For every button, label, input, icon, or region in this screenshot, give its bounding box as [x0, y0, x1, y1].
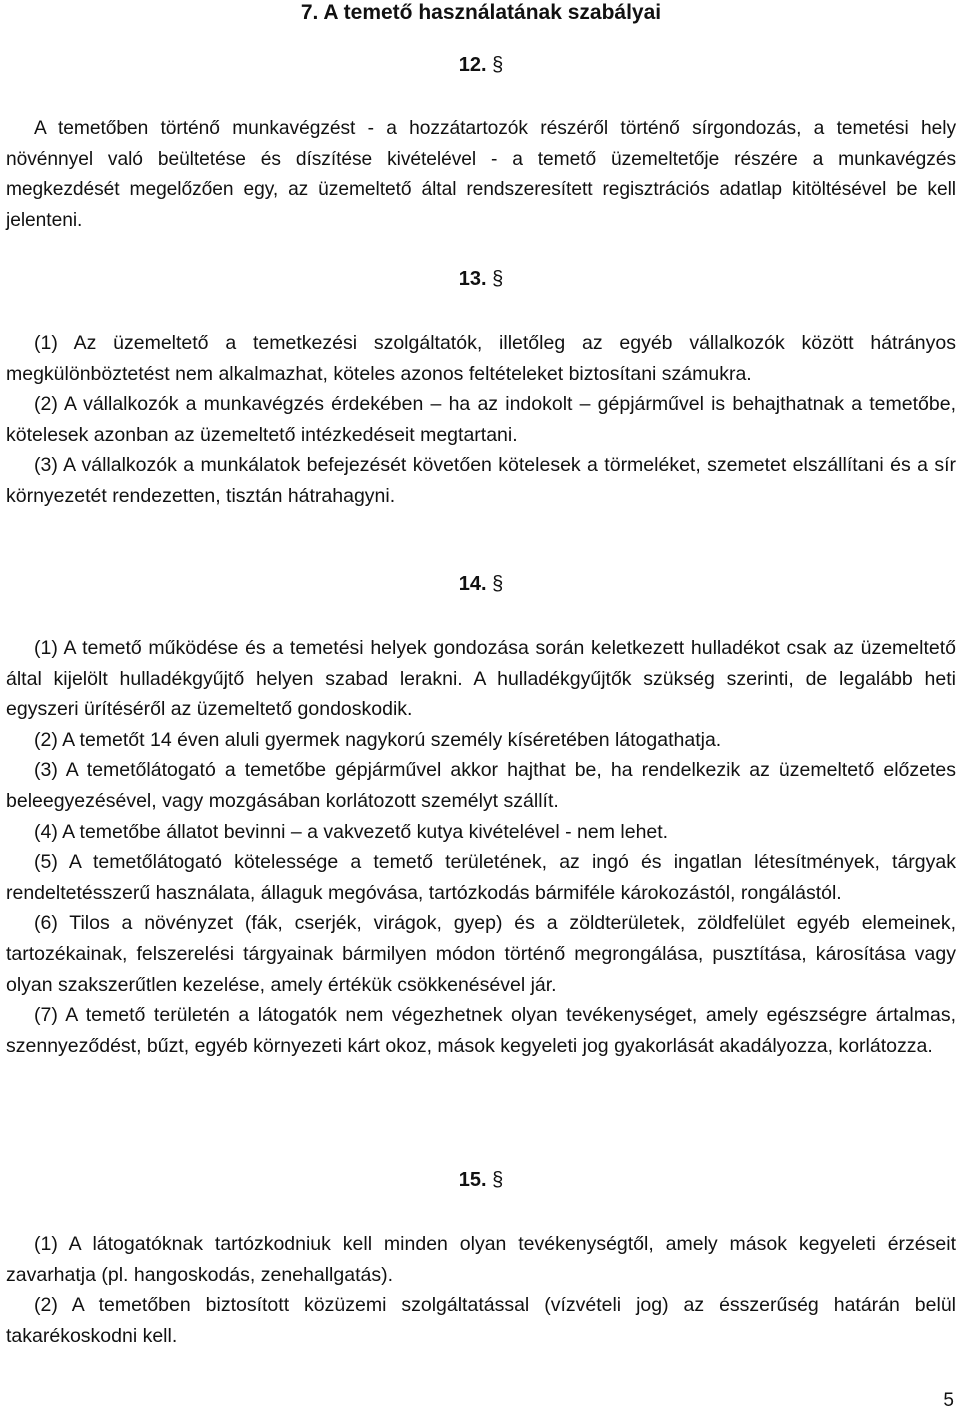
section-number: 12.: [458, 54, 487, 76]
paragraph: (2) A temetőt 14 éven aluli gyermek nagykorú személy kíséretében látogathatja.: [34, 728, 722, 751]
section-13: [6, 266, 956, 512]
section-heading: [6, 1167, 956, 1193]
paragraph: (4) A temetőbe állatot bevinni – a vakvezető kutya kivételével - nem lehet.: [34, 820, 669, 843]
section-sign: §: [492, 268, 504, 290]
paragraph: (2) A temetőben biztosított közüzemi szolgáltatással (vízvételi jog) az ésszerűség határán belül takarékoskodni kell.: [6, 1294, 956, 1347]
paragraph: (1) Az üzemeltető a temetkezési szolgáltatók, illetőleg az egyéb vállalkozók között hátrányos megkülönböztetést nem alkalmazhat, köteles azonos feltételeket biztosítani számukra.: [6, 332, 956, 385]
paragraph: (3) A temetőlátogató a temetőbe gépjárművel akkor hajthat be, ha rendelkezik az üzemeltető előzetes beleegyezésével, vagy mozgásában korlátozott személyt szállít.: [6, 759, 956, 812]
section-12: [6, 52, 956, 236]
paragraph: (5) A temetőlátogató kötelessége a temető területének, az ingó és ingatlan létesítmények, tárgyak rendeltetésszerű használata, állaguk megóvása, tartózkodás bármiféle károkozástól, rongálástól.: [6, 851, 956, 904]
paragraph: (1) A látogatóknak tartózkodniuk kell minden olyan tevékenységtől, amely mások kegyeleti érzéseit zavarhatja (pl. hangoskodás, zenehallgatás).: [6, 1233, 956, 1286]
section-number: 14.: [458, 573, 487, 595]
paragraph: (1) A temető működése és a temetési helyek gondozása során keletkezett hulladékot csak az üzemeltető által kijelölt hulladékgyűjtő helyen szabad lerakni. A hulladékgyűjtők szükség szerinti, de legalább heti egyszeri ürítéséről az üzemeltető gondoskodik.: [6, 637, 956, 721]
section-14: [6, 571, 956, 1061]
section-heading: [6, 52, 956, 78]
section-heading: [6, 571, 956, 597]
section-15: [6, 1167, 956, 1351]
chapter-title: 7. A temető használatának szabályai: [300, 1, 662, 24]
paragraph: (7) A temető területén a látogatók nem végezhetnek olyan tevékenységet, amely egészségre ártalmas, szennyeződést, bűzt, egyéb környezeti kárt okoz, mások kegyeleti jog gyakorlását akadályozza, korlátozza.: [6, 1004, 956, 1057]
document-page: [6, 0, 956, 1347]
paragraph: A temetőben történő munkavégzést - a hozzátartozók részéről történő sírgondozás, a temetési hely növénnyel való beültetése és díszítése kivételével - a temető üzemeltetője részére a munkavégzés megkezdését megelőzően egy, az üzemeltető által rendszeresített regisztrációs adatlap kitöltésével be kell jelenteni.: [6, 118, 956, 231]
paragraph: (3) A vállalkozók a munkálatok befejezését követően kötelesek a törmeléket, szemetet elszállítani és a sír környezetét rendezetten, tisztán hátrahagyni.: [6, 454, 956, 507]
page-number: 5: [943, 1390, 954, 1411]
paragraph: (2) A vállalkozók a munkavégzés érdekében – ha az indokolt – gépjárművel is behajthatnak a temetőbe, kötelesek azonban az üzemeltető intézkedéseit megtartani.: [6, 393, 956, 446]
section-sign: §: [492, 54, 504, 76]
section-sign: §: [492, 573, 504, 595]
section-sign: §: [492, 1169, 504, 1191]
section-heading: [6, 266, 956, 292]
section-number: 15.: [458, 1169, 487, 1191]
section-number: 13.: [458, 268, 487, 290]
paragraph: (6) Tilos a növényzet (fák, cserjék, virágok, gyep) és a zöldterületek, zöldfelület egyéb elemeinek, tartozékainak, felszerelési tárgyainak bármilyen módon történő megrongálása, pusztítása, károsítása vagy olyan szakszerűtlen kezelése, amely értékük csökkenésével jár.: [6, 912, 956, 996]
